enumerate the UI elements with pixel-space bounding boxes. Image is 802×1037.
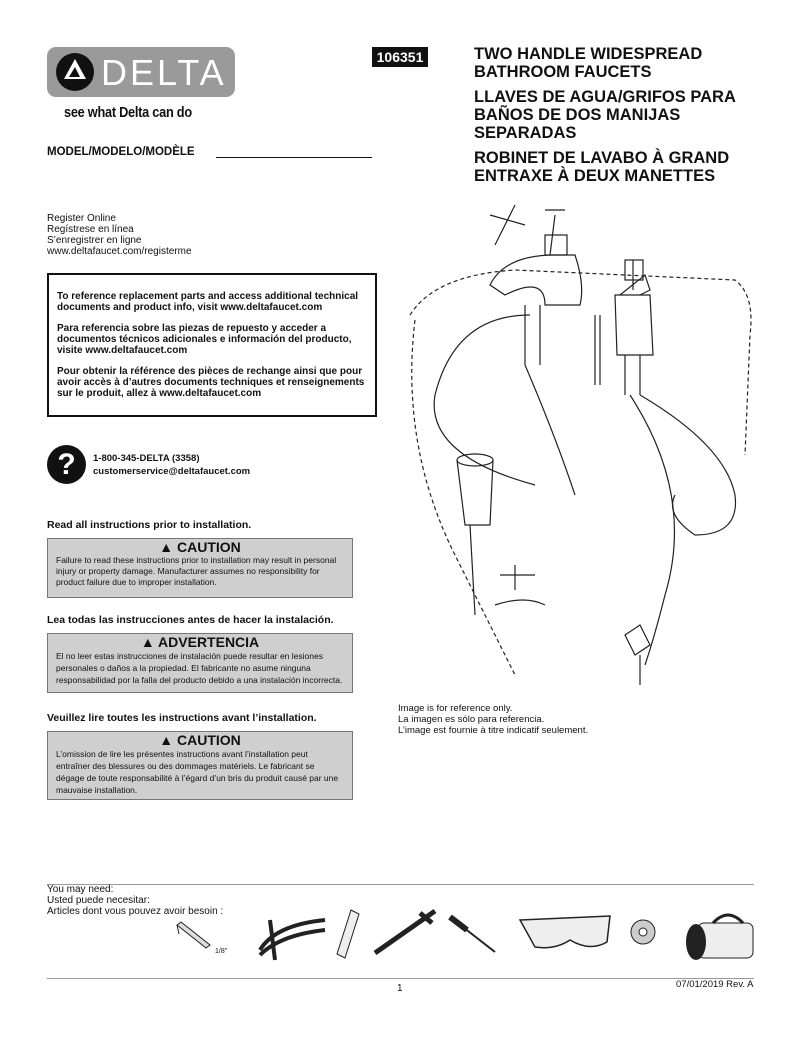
screwdriver-icon (445, 912, 505, 957)
phone-number[interactable]: 1-800-345-DELTA (3358) (93, 453, 200, 464)
reference-en: To reference replacement parts and access additional technical documents and product info, visit www.deltafaucet.com (57, 291, 359, 313)
washer-icon (628, 917, 658, 947)
register-en: Register Online (47, 213, 116, 224)
caution-text-fr: L’omission de lire les présentes instructions avant l’installation peut entraîner des blessures ou des dommages matériels. Le fabricant se dégage de toute responsabilité à l’égard d’un bris du produit causé par une mauvaise installation. (56, 749, 339, 795)
warning-triangle-icon: ▲ (159, 732, 174, 748)
pliers-icon (255, 905, 330, 965)
image-note-fr: L’image est fournie à titre indicatif seulement. (398, 725, 589, 736)
warning-triangle-icon: ▲ (159, 539, 174, 555)
faucet-illustration (395, 195, 765, 695)
caution-box-fr (47, 731, 353, 800)
tools-intro-fr: Articles dont vous pouvez avoir besoin : (47, 906, 224, 917)
page-number: 1 (397, 983, 403, 994)
title-spanish: LLAVES DE AGUA/GRIFOS PARA BAÑOS DE DOS MANIJAS SEPARADAS (474, 88, 736, 142)
adjustable-wrench-icon (370, 908, 440, 958)
delta-triangle-icon (49, 47, 99, 97)
tools-intro-en: You may need: (47, 884, 114, 895)
image-note-en: Image is for reference only. (398, 703, 513, 714)
model-entry-line (216, 157, 372, 158)
revision-date: 07/01/2019 Rev. A (676, 979, 754, 990)
image-note (398, 703, 588, 736)
caution-box-en (47, 538, 353, 598)
image-note-es: La imagen es sólo para referencia. (398, 714, 545, 725)
flashlight-icon (678, 905, 758, 965)
plumbers-tape-icon (333, 908, 363, 963)
question-icon: ? (47, 445, 86, 484)
tools-needed (47, 884, 223, 917)
reference-fr: Pour obtenir la référence des pièces de rechange ainsi que pour avoir accès à d’autres documents techniques et renseignements sur le produit, allez à www.deltafaucet.com (57, 366, 365, 399)
advertencia-heading: ADVERTENCIA (158, 634, 260, 650)
register-fr: S’enregistrer en ligne (47, 235, 142, 246)
model-label: MODEL/MODELO/MODÈLE (47, 146, 195, 158)
title-french: ROBINET DE LAVABO À GRAND ENTRAXE À DEUX MANETTES (474, 149, 730, 185)
hex-key-size: 1/8" (215, 948, 228, 955)
title-english: TWO HANDLE WIDESPREAD BATHROOM FAUCETS (474, 45, 703, 81)
register-block (47, 213, 192, 257)
footer-divider (47, 978, 754, 979)
read-instructions-fr: Veuillez lire toutes les instructions avant l’installation. (47, 712, 317, 724)
brand-name: DELTA (101, 52, 227, 93)
hex-key-icon (175, 920, 215, 950)
reference-box (47, 273, 377, 417)
reference-es: Para referencia sobre las piezas de repuesto y acceder a documentos técnicos adicionales e información del producto, visite www.deltafaucet.com (57, 323, 352, 356)
caution-text: Failure to read these instructions prior to installation may result in personal injury or property damage. Manufacturer assumes no responsibility for product failure due to improper installation. (56, 555, 337, 587)
caution-heading: CAUTION (176, 539, 241, 555)
register-url[interactable]: www.deltafaucet.com/registerme (47, 246, 192, 257)
safety-glasses-icon (515, 912, 615, 957)
advertencia-text: El no leer estas instrucciones de instalación puede resultar en lesiones personales o daños a la propiedad. El fabricante no asume ninguna responsabilidad por la falla del producto debido a una instalación incorrecta. (56, 651, 343, 685)
caution-box-es (47, 633, 353, 693)
tools-intro-es: Usted puede necesitar: (47, 895, 150, 906)
tagline: see what Delta can do (64, 104, 192, 121)
read-instructions-es: Lea todas las instrucciones antes de hacer la instalación. (47, 614, 334, 626)
contact-info (93, 452, 250, 478)
delta-logo (47, 47, 235, 97)
caution-heading-fr: CAUTION (176, 732, 241, 748)
warning-triangle-icon: ▲ (140, 634, 155, 650)
read-instructions-en: Read all instructions prior to installation. (47, 519, 252, 531)
register-es: Regístrese en línea (47, 224, 134, 235)
email-address[interactable]: customerservice@deltafaucet.com (93, 466, 251, 477)
model-number-badge: 106351 (372, 47, 428, 67)
